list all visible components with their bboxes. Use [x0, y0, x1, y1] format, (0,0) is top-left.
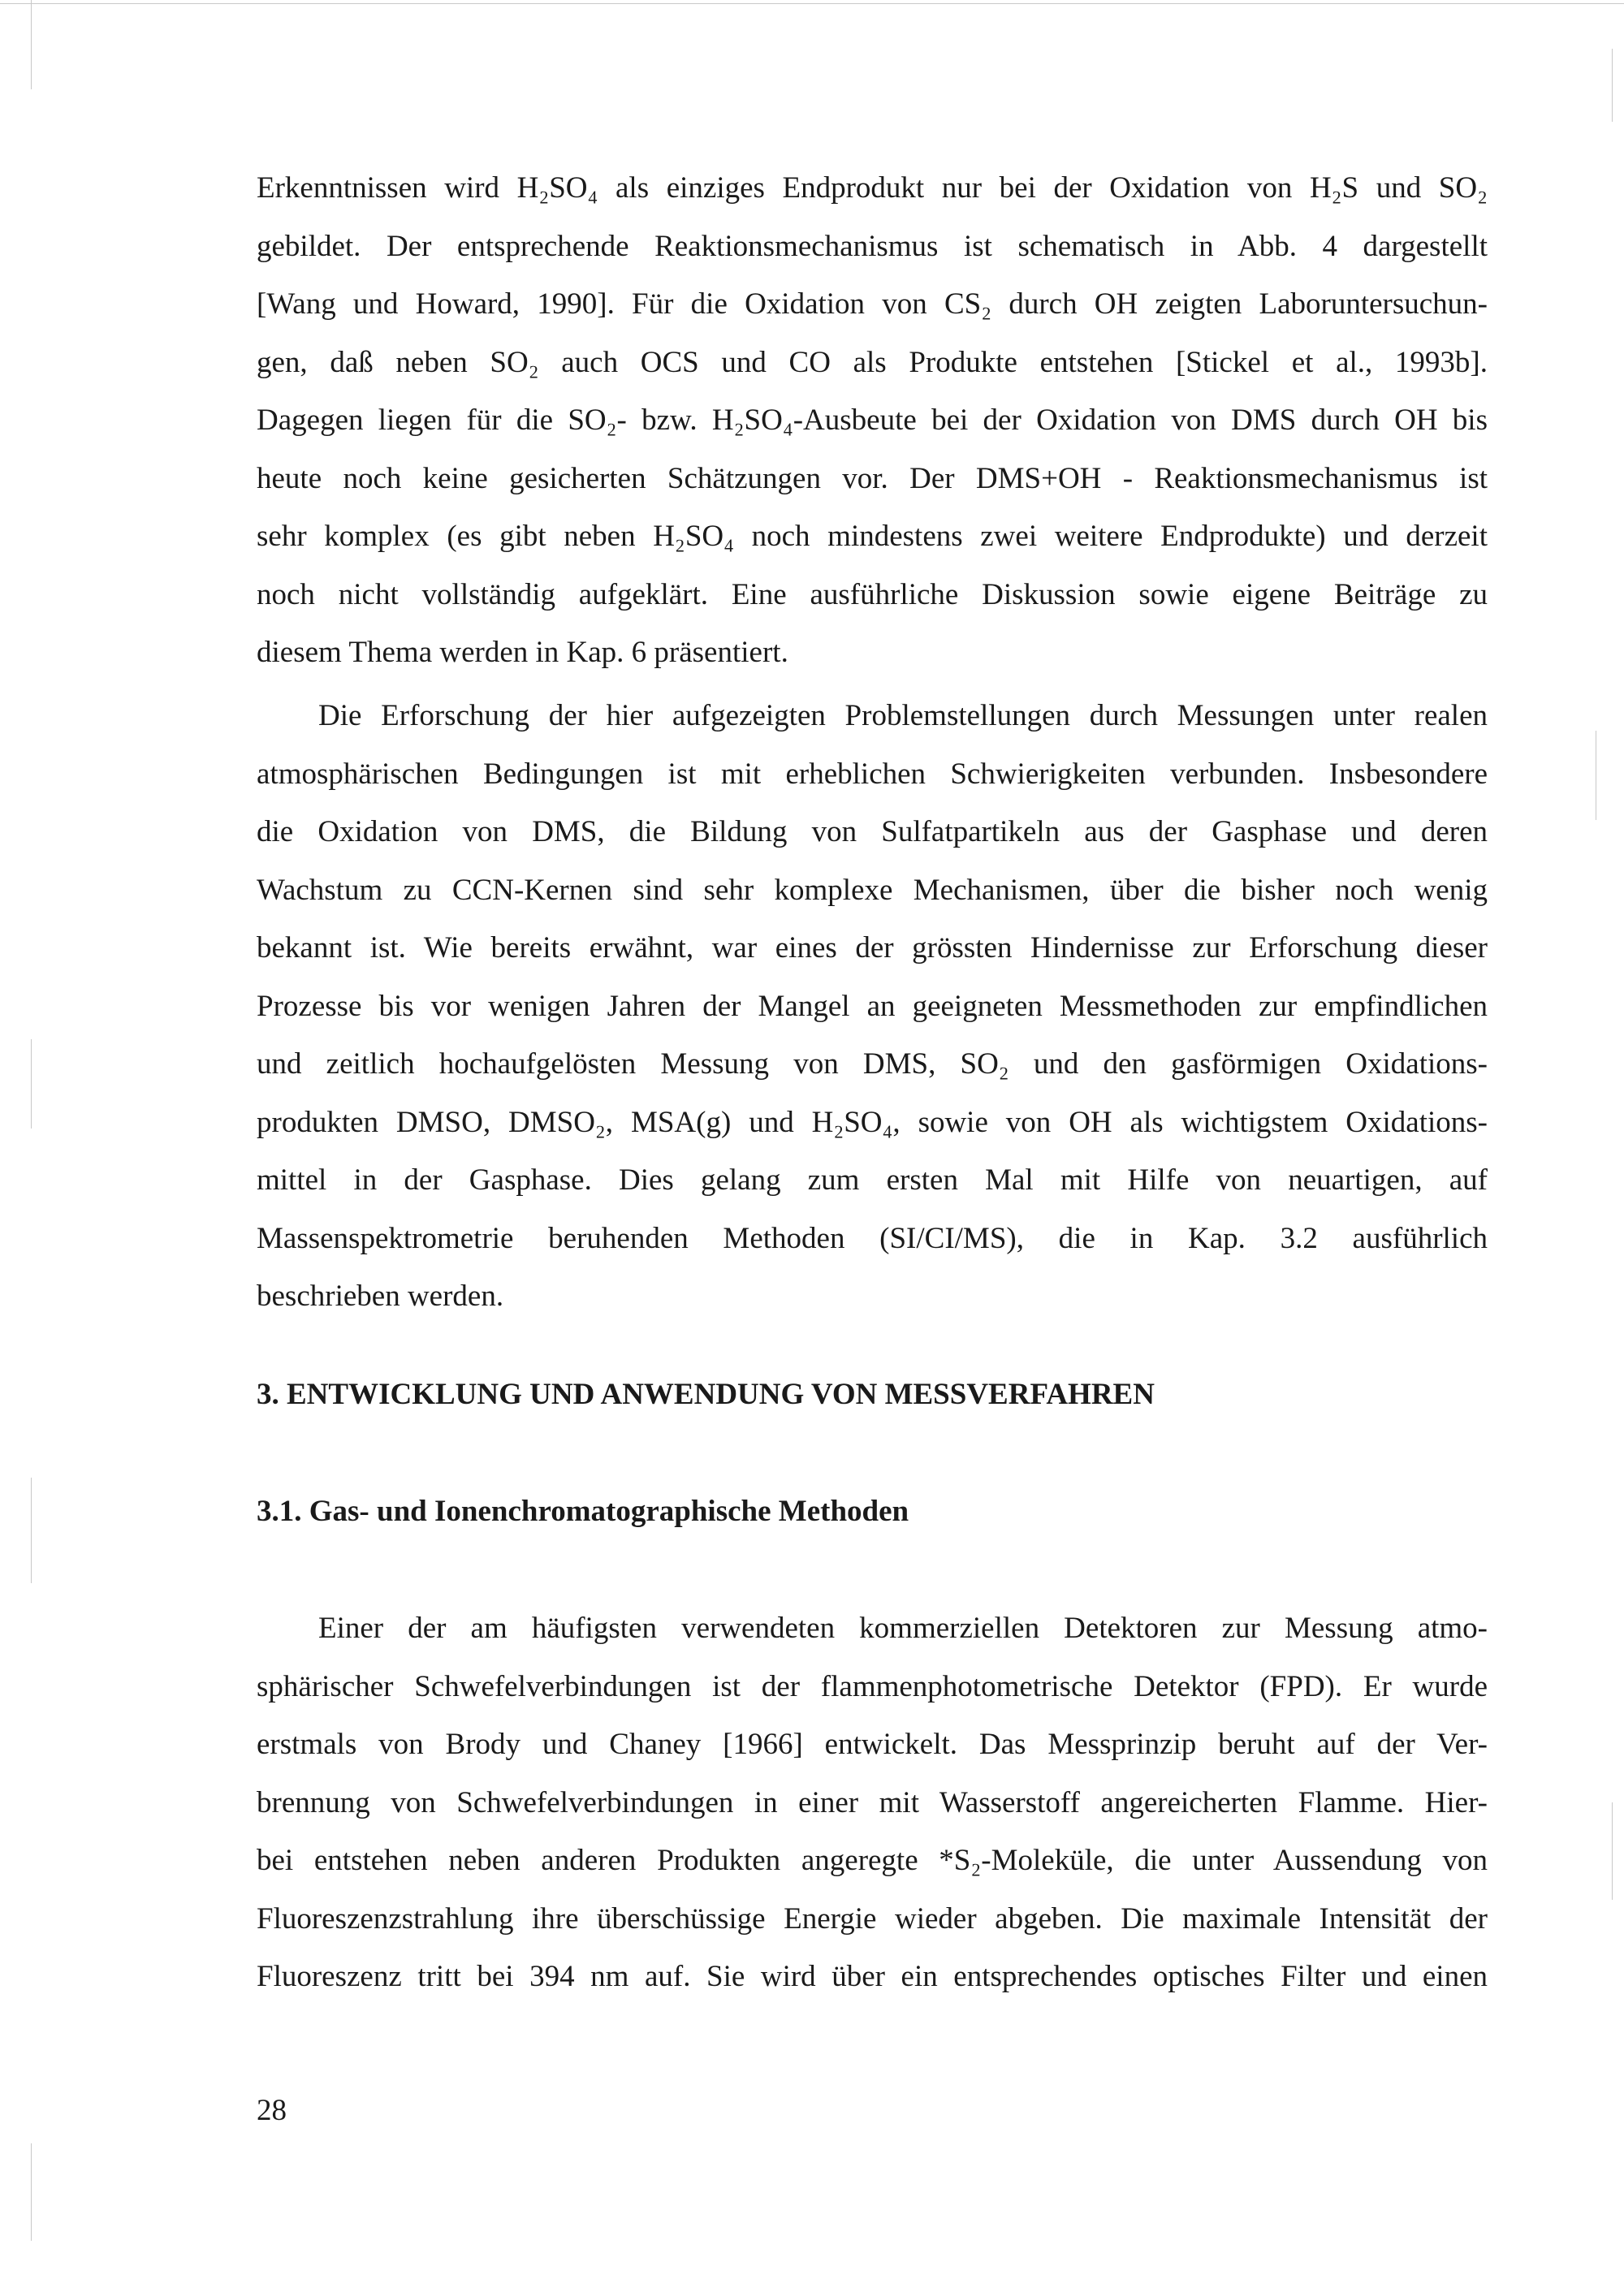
text-line: Prozesse bis vor wenigen Jahren der Mangel an geeigneten Messmethoden zur empfindlichen: [257, 989, 1488, 1023]
text-line: atmosphärischen Bedingungen ist mit erheblichen Schwierigkeiten verbunden. Insbesondere: [257, 757, 1488, 791]
scan-edge-left-3: [31, 1478, 32, 1583]
text-line: Fluoreszenz tritt bei 394 nm auf. Sie wird über ein entsprechendes optisches Filter und einen: [257, 1960, 1488, 1993]
text-line: heute noch keine gesicherten Schätzungen vor. Der DMS+OH - Reaktionsmechanismus ist: [257, 461, 1488, 495]
section-heading: 3. ENTWICKLUNG UND ANWENDUNG VON MESSVERFAHREN: [257, 1378, 1155, 1411]
text-line: bekannt ist. Wie bereits erwähnt, war eines der grössten Hindernisse zur Erforschung dieser: [257, 931, 1488, 965]
paragraph-3: [257, 1599, 1488, 2006]
text-line: brennung von Schwefelverbindungen in einer mit Wasserstoff angereicherten Flamme. Hier-: [257, 1785, 1488, 1819]
text-line: mittel in der Gasphase. Dies gelang zum ersten Mal mit Hilfe von neuartigen, auf: [257, 1163, 1488, 1197]
text-line: Erkenntnissen wird H₂SO₄ als einziges Endprodukt nur bei der Oxidation von H₂S und SO₂: [257, 171, 1488, 205]
subsection-heading: 3.1. Gas- und Ionenchromatographische Methoden: [257, 1495, 909, 1528]
text-line: Massenspektrometrie beruhenden Methoden (SI/CI/MS), die in Kap. 3.2 ausführlich: [257, 1221, 1488, 1255]
text-line: Fluoreszenzstrahlung ihre überschüssige Energie wieder abgeben. Die maximale Intensität der: [257, 1901, 1488, 1936]
text-line: Einer der am häufigsten verwendeten kommerziellen Detektoren zur Messung atmo-: [318, 1612, 1488, 1645]
paragraph-2: [257, 687, 1488, 1326]
scan-edge-top: [0, 3, 1624, 4]
scan-edge-left-4: [31, 2143, 32, 2241]
text-line: bei entstehen neben anderen Produkten angeregte *S₂-Moleküle, die unter Aussendung von: [257, 1844, 1488, 1877]
text-line: diesem Thema werden in Kap. 6 präsentiert.: [257, 636, 788, 669]
text-line: Dagegen liegen für die SO₂- bzw. H₂SO₄-Ausbeute bei der Oxidation von DMS durch OH bis: [257, 404, 1488, 437]
text-line: beschrieben werden.: [257, 1280, 504, 1313]
text-line: die Oxidation von DMS, die Bildung von Sulfatpartikeln aus der Gasphase und deren: [257, 815, 1488, 848]
text-line: gebildet. Der entsprechende Reaktionsmechanismus ist schematisch in Abb. 4 dargestellt: [257, 229, 1488, 263]
scan-edge-right-1: [1612, 49, 1613, 122]
text-line: Wachstum zu CCN-Kernen sind sehr komplexe Mechanismen, über die bisher noch wenig: [257, 873, 1488, 907]
scan-edge-right-3: [1612, 1802, 1613, 1900]
text-line: produkten DMSO, DMSO₂, MSA(g) und H₂SO₄, sowie von OH als wichtigstem Oxidations-: [257, 1105, 1488, 1139]
text-line: Die Erforschung der hier aufgezeigten Problemstellungen durch Messungen unter realen: [318, 699, 1488, 732]
scan-edge-left-1: [31, 0, 32, 89]
text-line: noch nicht vollständig aufgeklärt. Eine ausführliche Diskussion sowie eigene Beiträge zu: [257, 577, 1488, 611]
text-line: sehr komplex (es gibt neben H₂SO₄ noch mindestens zwei weitere Endprodukte) und derzeit: [257, 520, 1488, 553]
paragraph-1: [257, 159, 1488, 682]
text-line: sphärischer Schwefelverbindungen ist der flammenphotometrische Detektor (FPD). Er wurde: [257, 1669, 1488, 1703]
scan-edge-left-2: [31, 1039, 32, 1129]
text-line: erstmals von Brody und Chaney [1966] entwickelt. Das Messprinzip beruht auf der Ver-: [257, 1728, 1488, 1761]
text-line: gen, daß neben SO₂ auch OCS und CO als Produkte entstehen [Stickel et al., 1993b].: [257, 345, 1488, 379]
text-line: [Wang und Howard, 1990]. Für die Oxidation von CS₂ durch OH zeigten Laboruntersuchun-: [257, 287, 1488, 321]
page-number: 28: [257, 2094, 287, 2127]
text-line: und zeitlich hochaufgelösten Messung von DMS, SO₂ und den gasförmigen Oxidations-: [257, 1047, 1488, 1081]
